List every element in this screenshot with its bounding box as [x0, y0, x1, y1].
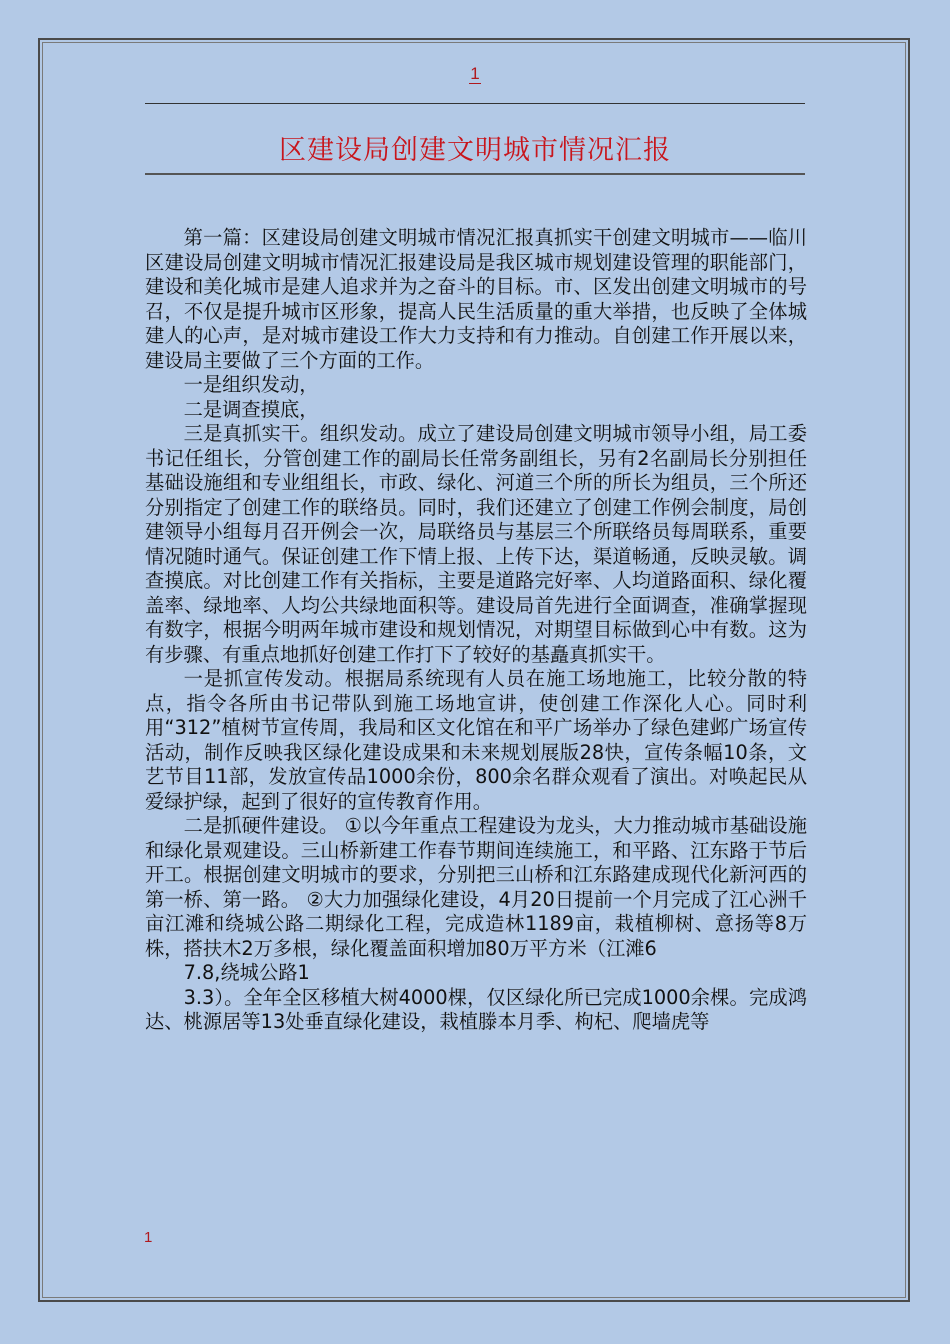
paragraph: 二是抓硬件建设。 ①以今年重点工程建设为龙头，大力推动城市基础设施和绿化景观建设。三山桥新建工作春节期间连续施工，和平路、江东路于节后开工。根据创建文明城市的要求，分别把三山桥和江东路建成现代化新河西的第一桥、第一路。 ②大力加强绿化建设，4月20日提前一个月完成了江心洲千亩江滩和绕城公路二期绿化工程，完成造林1189亩，栽植柳树、意扬等8万株，搭扶木2万多根，绿化覆盖面积增加80万平方米（江滩6 [145, 814, 807, 960]
footer-page-number: 1 [144, 1229, 153, 1246]
paragraph: 二是调查摸底， [183, 397, 319, 421]
header-page-number-text: 1 [470, 64, 480, 83]
header-page-number [0, 64, 950, 84]
paragraph: 第一篇：区建设局创建文明城市情况汇报真抓实干创建文明城市——临川区建设局创建文明城市情况汇报建设局是我区城市规划建设管理的职能部门，建设和美化城市是建人追求并为之奋斗的目标。市、区发出创建文明城市的号召，不仅是提升城市区形象，提高人民生活质量的重大举措，也反映了全体城建人的心声，是对城市建设工作大力支持和有力推动。自创建工作开展以来，建设局主要做了三个方面的工作。 [145, 226, 807, 372]
paragraph: 3.3）。全年全区移植大树4000棵，仅区绿化所已完成1000余棵。完成鸿达、桃源居等13处垂直绿化建设，栽植滕本月季、枸杞、爬墙虎等 [145, 985, 807, 1033]
paragraph: 一是组织发动， [183, 373, 319, 396]
paragraph: 7.8,绕城公路1 [183, 961, 310, 984]
document-body [145, 226, 807, 1035]
paragraph: 一是抓宣传发动。根据局系统现有人员在施工场地施工，比较分散的特点，指令各所由书记带队到施工场地宣讲，使创建工作深化人心。同时利用“312”植树节宣传周，我局和区文化馆在和平广场举办了绿色建邺广场宣传活动，制作反映我区绿化建设成果和未来规划展版28快，宣传条幅10条，文艺节目11部，发放宣传品1000余份，800余名群众观看了演出。对唤起民从爱绿护绿，起到了很好的宣传教育作用。 [145, 667, 807, 813]
document-title: 区建设局创建文明城市情况汇报 [279, 135, 671, 166]
header-divider [145, 103, 805, 104]
title-divider [145, 173, 805, 175]
paragraph: 三是真抓实干。组织发动。成立了建设局创建文明城市领导小组，局工委书记任组长，分管创建工作的副局长任常务副组长，另有2名副局长分别担任基础设施组和专业组组长，市政、绿化、河道三个所的所长为组员，三个所还分别指定了创建工作的联络员。同时，我们还建立了创建工作例会制度，局创建领导小组每月召开例会一次，局联络员与基层三个所联络员每周联系，重要情况随时通气。保证创建工作下情上报、上传下达，渠道畅通，反映灵敏。调查摸底。对比创建工作有关指标，主要是道路完好率、人均道路面积、绿化覆盖率、绿地率、人均公共绿地面积等。建设局首先进行全面调查，准确掌握现有数字，根据今明两年城市建设和规划情况，对期望目标做到心中有数。这为有步骤、有重点地抓好创建工作打下了较好的基矗真抓实干。 [145, 422, 807, 666]
